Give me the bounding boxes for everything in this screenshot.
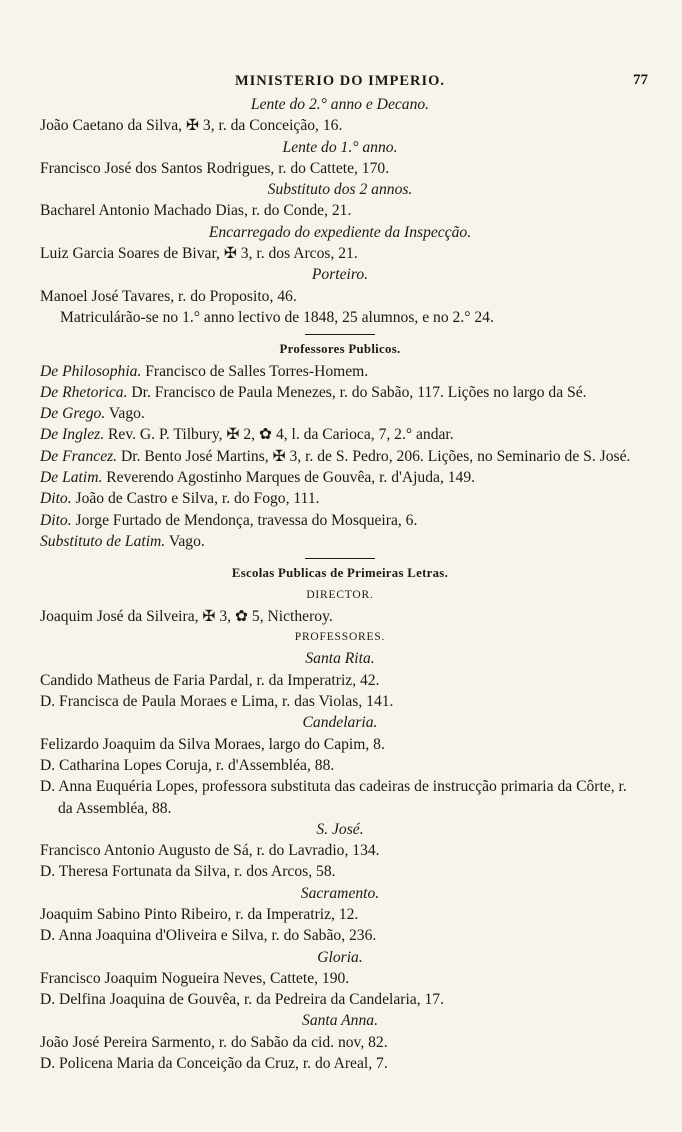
faculty-entry: Bacharel Antonio Machado Dias, r. do Conde, 21. — [40, 202, 352, 220]
professor-entry — [40, 403, 640, 424]
parish-name: S. José. — [316, 820, 364, 838]
page-number: 77 — [633, 72, 648, 88]
teacher-entry: Felizardo Joaquim da Silva Moraes, largo do Capim, 8. — [40, 735, 385, 753]
subject-label: De Francez. — [40, 447, 118, 465]
professor-text: Vago. — [105, 405, 145, 423]
professor-entry — [40, 424, 640, 445]
role-title: Lente do 1.° anno. — [282, 138, 398, 156]
parish-name: Santa Rita. — [305, 650, 375, 668]
faculty-entry: Luiz Garcia Soares de Bivar, ✠ 3, r. dos Arcos, 21. — [40, 245, 358, 263]
teacher-entry: D. Anna Joaquina d'Oliveira e Silva, r. do Sabão, 236. — [40, 927, 377, 945]
teacher-entry: Francisco Antonio Augusto de Sá, r. do Lavradio, 134. — [40, 842, 380, 860]
subject-label: De Philosophia. — [40, 362, 142, 380]
faculty-entry: João Caetano da Silva, ✠ 3, r. da Conceição, 16. — [40, 117, 343, 135]
teacher-entry: D. Delfina Joaquina de Gouvêa, r. da Pedreira da Candelaria, 17. — [40, 991, 444, 1009]
subject-label: Dito. — [40, 511, 72, 529]
teacher-entry: D. Anna Euquéria Lopes, professora substituta das cadeiras de instrucção primaria da Côrte, r. da Assembléa, 88. — [40, 778, 627, 817]
professores-list — [40, 361, 640, 553]
subject-label: De Inglez. — [40, 426, 105, 444]
teacher-entry: D. Theresa Fortunata da Silva, r. dos Arcos, 58. — [40, 863, 336, 881]
parish-name: Candelaria. — [302, 714, 378, 732]
professor-entry — [40, 446, 640, 467]
teacher-entry: D. Catharina Lopes Coruja, r. d'Assembléa, 88. — [40, 756, 335, 774]
professores-heading: Professores Publicos. — [279, 342, 401, 357]
teacher-entry: Joaquim Sabino Pinto Ribeiro, r. da Imperatriz, 12. — [40, 905, 359, 923]
faculty-entry: Manoel José Tavares, r. do Proposito, 46. — [40, 287, 297, 305]
professor-text: João de Castro e Silva, r. do Fogo, 111. — [71, 490, 320, 508]
director-heading: DIRECTOR. — [306, 588, 374, 601]
divider — [305, 334, 375, 335]
document-page — [40, 70, 648, 1074]
professor-entry — [40, 361, 640, 382]
parish-list — [40, 648, 640, 1074]
professores-subheading: PROFESSORES. — [294, 631, 386, 644]
escolas-heading: Escolas Publicas de Primeiras Letras. — [231, 566, 449, 581]
subject-label: De Rhetorica. — [40, 383, 128, 401]
role-title: Encarregado do expediente da Inspecção. — [208, 223, 472, 241]
faculty-entry: Francisco José dos Santos Rodrigues, r. do Cattete, 170. — [40, 159, 390, 177]
subject-label: Dito. — [40, 490, 72, 508]
professor-entry — [40, 382, 640, 403]
subject-label: Substituto de Latim. — [40, 532, 166, 550]
professor-text: Dr. Francisco de Paula Menezes, r. do Sabão, 117. Lições no largo da Sé. — [127, 383, 587, 401]
page-title: MINISTERIO DO IMPERIO. — [234, 73, 446, 89]
parish-name: Sacramento. — [300, 884, 380, 902]
professor-text: Francisco de Salles Torres-Homem. — [141, 362, 369, 380]
role-title: Porteiro. — [311, 266, 369, 284]
parish-name: Santa Anna. — [302, 1012, 378, 1030]
teacher-entry: D. Policena Maria da Conceição da Cruz, r. do Areal, 7. — [40, 1055, 388, 1073]
parish-name: Gloria. — [317, 948, 363, 966]
subject-label: De Latim. — [40, 469, 103, 487]
role-title: Lente do 2.° anno e Decano. — [250, 96, 430, 113]
professor-text: Jorge Furtado de Mendonça, travessa do Mosqueira, 6. — [71, 511, 418, 529]
professor-entry — [40, 488, 640, 509]
professor-text: Vago. — [165, 532, 205, 550]
faculty-section — [40, 94, 640, 328]
professor-entry — [40, 531, 640, 552]
professor-entry — [40, 467, 640, 488]
subject-label: De Grego. — [40, 405, 106, 423]
professor-text: Dr. Bento José Martins, ✠ 3, r. de S. Pedro, 206. Lições, no Seminario de S. José. — [117, 447, 631, 465]
teacher-entry: Candido Matheus de Faria Pardal, r. da Imperatriz, 42. — [40, 671, 380, 689]
professor-entry — [40, 510, 640, 531]
director-entry: Joaquim José da Silveira, ✠ 3, ✿ 5, Nictheroy. — [40, 607, 333, 625]
professor-text: Reverendo Agostinho Marques de Gouvêa, r. d'Ajuda, 149. — [102, 469, 476, 487]
role-title: Substituto dos 2 annos. — [267, 181, 413, 199]
professor-text: Rev. G. P. Tilbury, ✠ 2, ✿ 4, l. da Carioca, 7, 2.° andar. — [104, 426, 454, 444]
teacher-entry: Francisco Joaquim Nogueira Neves, Cattete, 190. — [40, 969, 350, 987]
page-header — [40, 70, 648, 94]
divider — [305, 558, 375, 559]
teacher-entry: D. Francisca de Paula Moraes e Lima, r. das Violas, 141. — [40, 693, 394, 711]
teacher-entry: João José Pereira Sarmento, r. do Sabão da cid. nov, 82. — [40, 1033, 388, 1051]
faculty-entry: Matriculárão-se no 1.° anno lectivo de 1848, 25 alumnos, e no 2.° 24. — [60, 308, 494, 326]
